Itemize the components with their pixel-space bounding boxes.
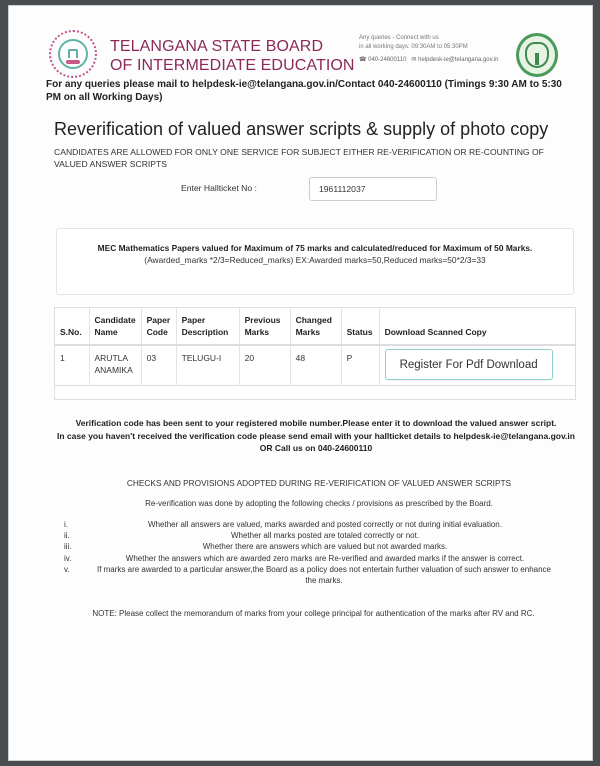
col-paper-code: Paper Code: [141, 308, 176, 345]
page-container: [8, 5, 593, 761]
list-item: [64, 553, 574, 564]
queries-notice: For any queries please mail to helpdesk-ie@telangana.gov.in/Contact 040-24600110 (Timings 9:30 AM to 5:30 PM on all Working Days): [46, 79, 562, 103]
col-paper-description: Paper Description: [176, 308, 239, 345]
list-item-text: Whether all answers are valued, marks awarded and posted correctly or not during initial evaluation.: [148, 520, 502, 529]
marks-note-box: [56, 228, 574, 295]
col-candidate-name: Candidate Name: [89, 308, 141, 345]
brand-line-1: TELANGANA STATE BOARD: [110, 38, 324, 55]
hallticket-input[interactable]: [309, 177, 437, 201]
tsbie-logo-icon: [49, 30, 97, 78]
page-title: Reverification of valued answer scripts & supply of photo copy: [54, 119, 549, 139]
list-item-number: iii.: [64, 542, 72, 552]
col-changed-marks: Changed Marks: [290, 308, 341, 345]
board-name: [110, 37, 355, 75]
list-item-number: iv.: [64, 553, 72, 563]
list-item-text: Whether there are answers which are valued but not awarded marks.: [202, 542, 448, 552]
checks-intro: Re-verification was done by adopting the following checks / provisions as prescribed by the Board.: [145, 499, 493, 508]
hallticket-label: Enter Hallticket No :: [181, 183, 257, 193]
list-item: [64, 530, 574, 541]
table-row: [55, 345, 575, 385]
cell-name: ARUTLA ANAMIKA: [89, 345, 141, 385]
cell-status: P: [341, 345, 379, 385]
list-item-number: v.: [64, 564, 70, 574]
table-header-row: [55, 308, 575, 345]
page-subtitle: CANDIDATES ARE ALLOWED FOR ONLY ONE SERVICE FOR SUBJECT EITHER RE-VERIFICATION OR RE-COUNTING OF VALUED ANSWER SCRIPTS: [54, 147, 544, 169]
verification-notice: [51, 417, 581, 455]
col-download: Download Scanned Copy: [379, 308, 575, 345]
contact-line-1: Any queries - Connect with us: [359, 35, 439, 41]
verification-line-2: In case you haven't received the verification code please send email with your hallticket details to helpdesk-ie@telangana.gov.in OR Call us on 040-24600110: [57, 430, 575, 453]
list-item: [64, 541, 574, 552]
brand-line-2: OF INTERMEDIATE EDUCATION: [110, 57, 355, 74]
list-item: [64, 519, 574, 530]
list-item-text: Whether all marks posted are totaled correctly or not.: [230, 531, 420, 541]
marks-note-bold: MEC Mathematics Papers valued for Maximum of 75 marks and calculated/reduced for Maximum of 50 Marks.: [97, 243, 533, 253]
register-pdf-download-button[interactable]: Register For Pdf Download: [385, 349, 553, 380]
table-empty-row: [55, 385, 575, 399]
cell-sno: 1: [60, 353, 65, 363]
verification-line-1: Verification code has been sent to your registered mobile number.Please enter it to download the valued answer script.: [75, 418, 557, 428]
checks-title: CHECKS AND PROVISIONS ADOPTED DURING RE-VERIFICATION OF VALUED ANSWER SCRIPTS: [126, 478, 512, 488]
list-item: [64, 564, 574, 586]
phone-text: ☎ 040-24600110: [359, 57, 407, 63]
header-contact-info: [359, 34, 498, 65]
cell-paper-description: TELUGU-I: [176, 345, 239, 385]
list-item-number: i.: [64, 520, 68, 529]
contact-row: [359, 56, 498, 65]
cell-changed-marks: 48: [290, 345, 341, 385]
marks-note-formula: (Awarded_marks *2/3=Reduced_marks) EX:Awarded marks=50,Reduced marks=50*2/3=33: [144, 255, 486, 265]
telangana-emblem-icon: [516, 33, 558, 77]
col-sno: S.No.: [55, 308, 89, 345]
col-status: Status: [341, 308, 379, 345]
col-previous-marks: Previous Marks: [239, 308, 290, 345]
final-note: NOTE: Please collect the memorandum of marks from your college principal for authentication of the marks after RV and RC.: [92, 609, 535, 618]
list-item-number: ii.: [64, 531, 70, 541]
cell-previous-marks: 20: [239, 345, 290, 385]
checks-list: [64, 519, 574, 586]
list-item-text: Whether the answers which are awarded zero marks are Re-verified and awarded marks if the answer is correct.: [125, 553, 525, 563]
cell-download: [379, 345, 575, 385]
results-table: [54, 307, 576, 400]
contact-line-2: in all working days: 09:30AM to 05:30PM: [359, 44, 468, 50]
email-link[interactable]: ✉ helpdesk-ie@telangana.gov.in: [411, 57, 499, 63]
cell-paper-code: 03: [141, 345, 176, 385]
list-item-text: If marks are awarded to a particular answer,the Board as a policy does not entertain further valuation of such answer to enhance the marks.: [96, 564, 552, 586]
